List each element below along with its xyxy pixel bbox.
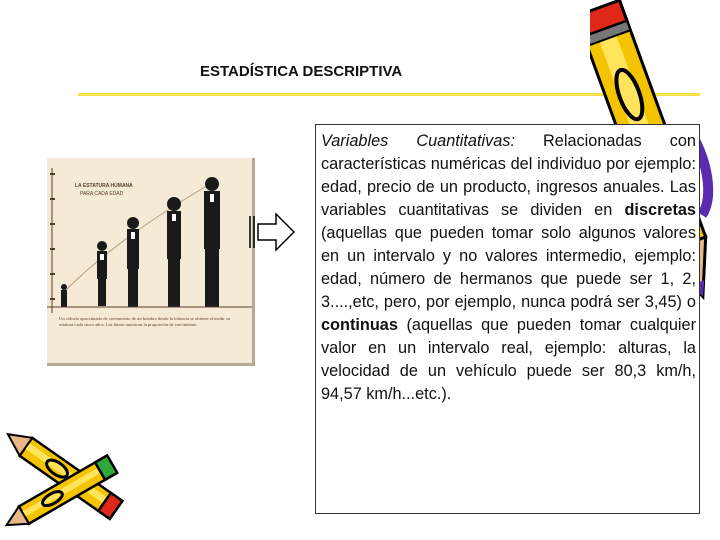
slide-title: ESTADÍSTICA DESCRIPTIVA: [200, 63, 403, 80]
term-discretas: discretas: [624, 201, 696, 219]
figure-header-1: LA ESTATURA HUMANA: [75, 183, 133, 189]
pencils-icon: [0, 430, 140, 540]
definition-text: [321, 130, 696, 406]
figure-header-2: PARA CADA EDAD: [80, 191, 124, 197]
term-continuas: continuas: [321, 316, 398, 334]
definition-part-3: (aquellas que pueden tomar cualquier valor en un intervalo real, ejemplo: alturas, la velocidad de un vehículo puede ser 80,3 km/h, 94,57 km/h...etc.).: [321, 316, 696, 403]
term-label: Variables Cuantitativas:: [321, 132, 515, 150]
growth-figure: [47, 158, 255, 366]
figure-caption: Un cálculo aproximado de crecimiento de un hombre desde la infancia se obtiene al medir su estatura cada cinco años. Las líneas muestran la proporción de crecimiento.: [59, 316, 231, 328]
arrow-right-icon: [248, 210, 298, 254]
definition-part-2: (aquellas que pueden tomar solo algunos valores en un intervalo y no valores intermedio, ejemplo: edad, número de hermanos que puede ser 1, 2, 3....,etc, pero, por ejemplo, nunca podrá ser 3,45) o: [321, 224, 696, 311]
definition-part-1: Relacionadas con características numéricas del individuo por ejemplo: edad, precio de un producto, ingresos anuales. Las variables cuantitativas se dividen en: [321, 132, 696, 219]
